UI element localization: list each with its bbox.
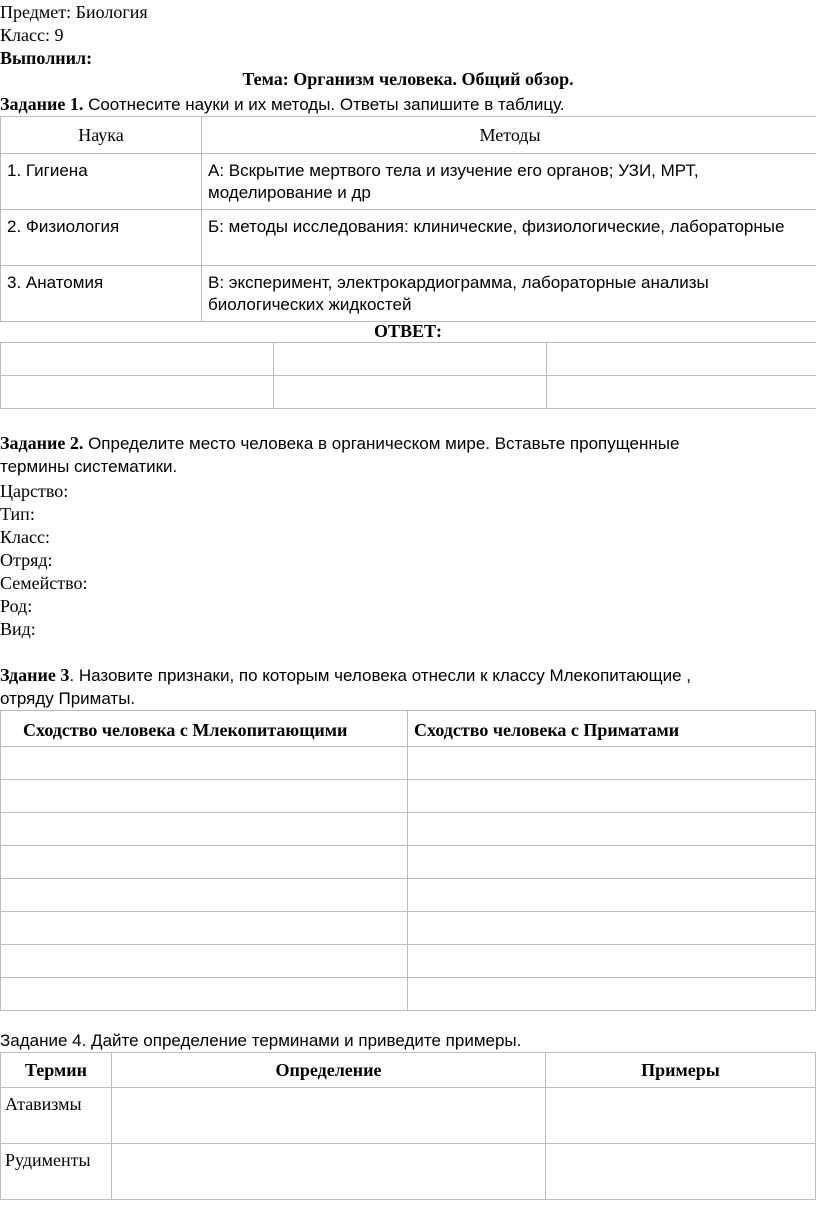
task3-table — [0, 710, 816, 1011]
answer-table — [0, 342, 816, 409]
table-row — [1, 210, 816, 266]
examples-cell[interactable] — [546, 1144, 816, 1200]
answer-cell[interactable] — [274, 376, 547, 409]
field-genus: Род: — [0, 596, 33, 616]
term-cell: Рудименты — [1, 1144, 112, 1200]
answer-cell[interactable] — [547, 343, 816, 376]
task1-heading — [0, 93, 565, 116]
table-cell[interactable] — [408, 945, 816, 978]
table-row — [1, 1144, 816, 1200]
method-cell: Б: методы исследования: клинические, физиологические, лабораторные — [202, 210, 816, 266]
table-cell[interactable] — [1, 813, 408, 846]
science-cell: 2. Физиология — [1, 210, 202, 266]
method-cell: А: Вскрытие мертвого тела и изучение его органов; УЗИ, МРТ, моделирование и др — [202, 154, 816, 210]
task4-table — [0, 1052, 816, 1200]
table-row — [1, 978, 816, 1011]
task3-text: . Назовите признаки, по которым человека отнесли к классу Млекопитающие , — [69, 666, 691, 685]
field-species: Вид: — [0, 619, 36, 639]
definition-cell[interactable] — [112, 1144, 546, 1200]
science-cell: 3. Анатомия — [1, 266, 202, 322]
page-title: Тема: Организм человека. Общий обзор. — [242, 69, 574, 89]
table-row — [1, 846, 816, 879]
table-row — [1, 747, 816, 780]
table-cell[interactable] — [1, 879, 408, 912]
method-cell: В: эксперимент, электрокардиограмма, лабораторные анализы биологических жидкостей — [202, 266, 816, 322]
task1-col-science: Наука — [1, 117, 202, 154]
answer-cell[interactable] — [274, 343, 547, 376]
table-cell[interactable] — [408, 780, 816, 813]
table-row — [1, 780, 816, 813]
table-row — [1, 945, 816, 978]
term-cell: Атавизмы — [1, 1088, 112, 1144]
task1-table — [0, 116, 816, 322]
answer-title: ОТВЕТ: — [373, 321, 443, 341]
task2-text: Определите место человека в органическом мире. Вставьте пропущенные — [83, 434, 680, 453]
table-cell[interactable] — [408, 879, 816, 912]
field-kingdom: Царство: — [0, 481, 69, 501]
task1-label: Задание 1. — [0, 94, 84, 114]
answer-cell[interactable] — [1, 376, 274, 409]
subject-line: Предмет: Биология — [0, 2, 148, 22]
table-cell[interactable] — [1, 978, 408, 1011]
table-cell[interactable] — [408, 978, 816, 1011]
field-order: Отряд: — [0, 550, 53, 570]
table-cell[interactable] — [1, 747, 408, 780]
task3-label: Здание 3 — [0, 665, 70, 685]
answer-cell[interactable] — [1, 343, 274, 376]
table-row — [1, 376, 816, 409]
task3-heading — [0, 664, 691, 687]
task4-col-examples: Примеры — [546, 1053, 816, 1088]
table-row — [1, 1088, 816, 1144]
task2-label: Задание 2. — [0, 433, 84, 453]
task2-heading — [0, 432, 679, 455]
task4-col-term: Термин — [1, 1053, 112, 1088]
task1-col-methods: Методы — [202, 117, 816, 154]
table-cell[interactable] — [408, 846, 816, 879]
task3-text-cont: отряду Приматы. — [0, 689, 136, 708]
field-phylum: Тип: — [0, 504, 35, 524]
table-row — [1, 912, 816, 945]
field-family: Семейство: — [0, 573, 88, 593]
table-row — [1, 266, 816, 322]
field-class: Класс: — [0, 527, 50, 547]
science-cell: 1. Гигиена — [1, 154, 202, 210]
task2-text-cont: термины систематики. — [0, 457, 178, 476]
task3-col-primates: Сходство человека с Приматами — [408, 711, 816, 747]
table-cell[interactable] — [408, 747, 816, 780]
performed-by-label: Выполнил: — [0, 48, 93, 68]
table-row — [1, 343, 816, 376]
table-row — [1, 879, 816, 912]
task4-col-definition: Определение — [112, 1053, 546, 1088]
task3-col-mammals: Сходство человека с Млекопитающими — [1, 711, 408, 747]
table-cell[interactable] — [1, 945, 408, 978]
grade-line: Класс: 9 — [0, 25, 64, 45]
answer-cell[interactable] — [547, 376, 816, 409]
table-cell[interactable] — [1, 846, 408, 879]
examples-cell[interactable] — [546, 1088, 816, 1144]
definition-cell[interactable] — [112, 1088, 546, 1144]
task4-heading: Задание 4. Дайте определение терминами и приведите примеры. — [0, 1031, 522, 1050]
table-cell[interactable] — [408, 912, 816, 945]
table-cell[interactable] — [1, 912, 408, 945]
task1-text: Соотнесите науки и их методы. Ответы запишите в таблицу. — [83, 95, 565, 114]
table-cell[interactable] — [408, 813, 816, 846]
table-row — [1, 154, 816, 210]
table-cell[interactable] — [1, 780, 408, 813]
table-row — [1, 813, 816, 846]
